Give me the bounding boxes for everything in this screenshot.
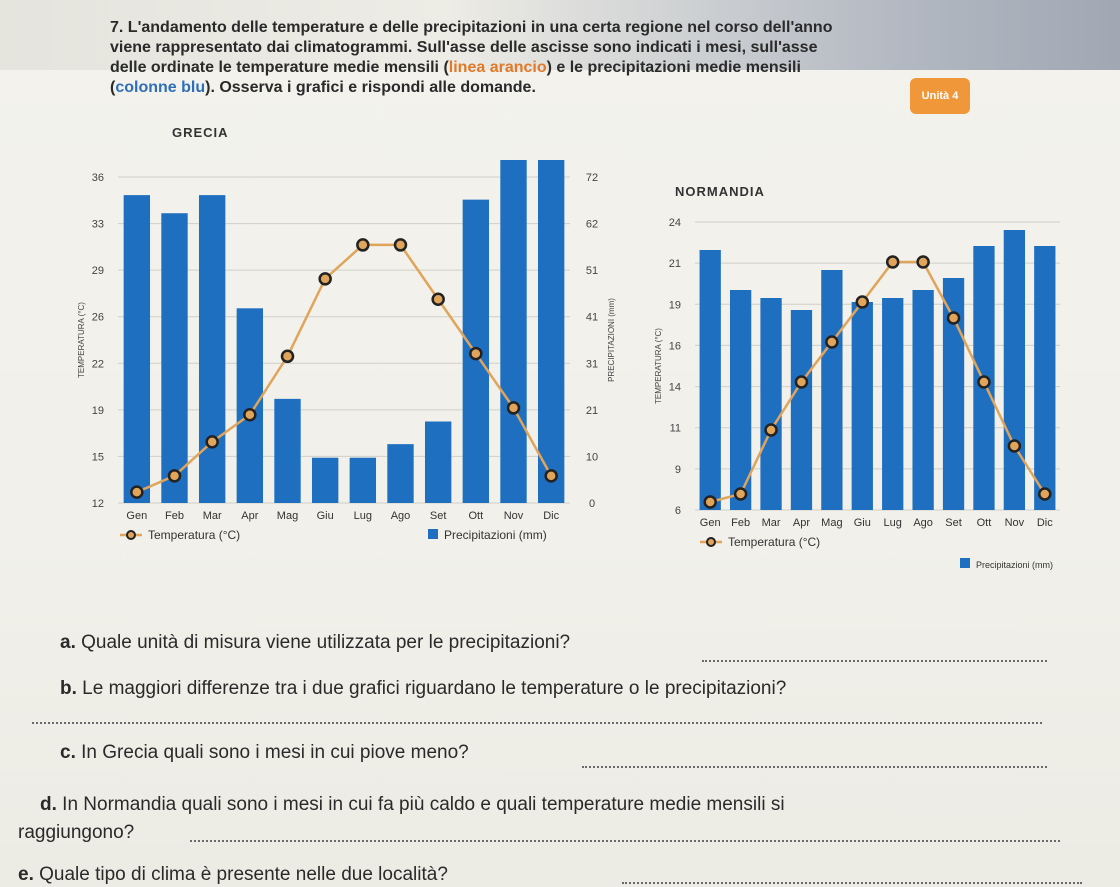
grecia-legend-bar-swatch — [428, 529, 438, 539]
normandia-x-tick-label: Apr — [792, 517, 811, 529]
grecia-bar — [237, 308, 263, 503]
normandia-temperature-point — [705, 497, 716, 508]
normandia-y-tick-label: 16 — [668, 340, 681, 353]
normandia-bar — [1034, 246, 1055, 510]
normandia-temperature-point — [735, 489, 746, 500]
grecia-x-tick-label: Apr — [241, 510, 259, 522]
normandia-temperature-point — [796, 377, 807, 388]
normandia-y-tick-label: 6 — [674, 505, 681, 517]
grecia-x-tick-label: Feb — [165, 510, 184, 522]
grecia-bar — [312, 458, 338, 503]
question-d-letter: d. — [40, 794, 57, 815]
normandia-y-tick-label: 24 — [668, 217, 681, 229]
question-d-continued: raggiungono? — [18, 822, 135, 843]
grecia-y-tick-label: 29 — [91, 265, 104, 278]
intro-text-4: ) e le precipitazioni medie mensili — [546, 59, 801, 76]
grecia-bar — [124, 195, 150, 503]
normandia-temperature-point — [1039, 489, 1050, 500]
question-a-text: Quale unità di misura viene utilizzata per le precipitazioni? — [81, 632, 571, 653]
grecia-x-tick-label: Ott — [468, 510, 484, 522]
intro-line-3 — [110, 58, 990, 78]
normandia-bar — [760, 298, 781, 510]
normandia-x-tick-label: Giu — [853, 517, 871, 529]
normandia-y-axis-label: TEMPERATURA (°C) — [654, 328, 663, 404]
intro-blue-text: colonne blu — [115, 79, 206, 96]
normandia-temperature-point — [857, 297, 868, 308]
grecia-temperature-point — [320, 273, 331, 284]
grecia-legend-line-label: Temperatura (°C) — [148, 528, 241, 542]
normandia-temperature-point — [887, 257, 898, 268]
grecia-x-tick-label: Gen — [126, 510, 148, 522]
grecia-y-axis-label: TEMPERATURA (°C) — [77, 302, 86, 378]
grecia-bar — [500, 160, 526, 503]
grecia-y-tick-label: 26 — [91, 311, 104, 324]
grecia-y2-tick-label: 10 — [585, 451, 599, 464]
grecia-temperature-point — [508, 402, 519, 413]
grecia-temperature-point — [207, 436, 218, 447]
exercise-intro — [110, 18, 990, 98]
grecia-temperature-point — [357, 239, 368, 250]
normandia-y-tick-label: 9 — [674, 463, 681, 476]
grecia-y-tick-label: 33 — [91, 218, 104, 231]
question-e-text: Quale tipo di clima è presente nelle due località? — [39, 864, 448, 885]
grecia-legend-line-marker — [127, 531, 135, 539]
question-c-text: In Grecia quali sono i mesi in cui piove meno? — [81, 742, 469, 763]
grecia-temperature-point — [395, 239, 406, 250]
normandia-legend-line-marker — [707, 538, 715, 546]
answer-line-e[interactable] — [622, 882, 1082, 884]
chart-normandia — [640, 205, 1100, 590]
normandia-x-tick-label: Dic — [1036, 517, 1053, 529]
normandia-x-tick-label: Ago — [913, 517, 933, 529]
chart-title-grecia: GRECIA — [172, 125, 229, 140]
grecia-x-tick-label: Nov — [503, 510, 524, 522]
normandia-x-tick-label: Lug — [883, 517, 902, 529]
grecia-y-tick-label: 19 — [91, 404, 104, 417]
normandia-x-tick-label: Nov — [1004, 517, 1025, 529]
normandia-temperature-point — [978, 377, 989, 388]
normandia-bar — [791, 310, 812, 510]
grecia-temperature-point — [244, 409, 255, 420]
intro-orange-text: linea arancio — [448, 59, 547, 76]
normandia-temperature-point — [918, 257, 929, 268]
grecia-y2-tick-label: 41 — [585, 311, 599, 324]
grecia-bar — [199, 195, 225, 503]
grecia-bar — [274, 399, 300, 503]
grecia-legend-bar-label: Precipitazioni (mm) — [444, 528, 547, 542]
grecia-y-tick-label: 22 — [91, 358, 104, 371]
grecia-y-tick-label: 12 — [91, 498, 104, 510]
intro-text-6: ). Osserva i grafici e rispondi alle domande. — [205, 79, 536, 96]
chart-grecia — [60, 160, 620, 560]
grecia-y-tick-label: 15 — [91, 451, 104, 464]
grecia-y2-tick-label: 31 — [585, 358, 599, 371]
grecia-y2-tick-label: 72 — [585, 172, 599, 184]
intro-text-1: L'andamento delle temperature e delle precipitazioni in una certa regione nel corso dell'anno — [127, 19, 833, 36]
question-d-text: In Normandia quali sono i mesi in cui fa più caldo e quali temperature medie mensili si — [62, 794, 785, 815]
grecia-temperature-point — [131, 487, 142, 498]
normandia-x-tick-label: Ott — [976, 517, 992, 529]
grecia-temperature-point — [546, 470, 557, 481]
intro-text-3: delle ordinate le temperature medie mensili ( — [110, 59, 449, 76]
normandia-y-tick-label: 11 — [669, 422, 681, 435]
grecia-x-tick-label: Dic — [543, 510, 560, 522]
normandia-temperature-point — [826, 337, 837, 348]
normandia-temperature-point — [948, 313, 959, 324]
grecia-temperature-point — [282, 351, 293, 362]
answer-line-a[interactable] — [702, 660, 1047, 662]
grecia-bar — [387, 444, 413, 503]
question-c — [60, 742, 469, 764]
grecia-x-tick-label: Ago — [390, 510, 411, 522]
normandia-x-tick-label: Mar — [761, 517, 781, 529]
question-e — [18, 864, 448, 886]
normandia-x-tick-label: Mag — [821, 517, 843, 529]
grecia-x-tick-label: Mag — [276, 510, 299, 522]
question-d — [40, 794, 785, 816]
intro-text-5: ( — [110, 79, 116, 96]
question-b — [60, 678, 786, 700]
grecia-x-tick-label: Giu — [316, 510, 334, 522]
question-e-letter: e. — [18, 864, 34, 885]
normandia-bar — [700, 250, 721, 510]
answer-line-b[interactable] — [32, 722, 1042, 724]
chart-title-normandia: NORMANDIA — [675, 184, 765, 199]
normandia-legend-line-label: Temperatura (°C) — [728, 535, 821, 549]
normandia-temperature-point — [1009, 441, 1020, 452]
grecia-temperature-point — [470, 348, 481, 359]
grecia-x-tick-label: Mar — [202, 510, 222, 522]
grecia-y2-tick-label: 21 — [585, 404, 599, 417]
question-c-letter: c. — [60, 742, 76, 763]
normandia-x-tick-label: Feb — [731, 517, 751, 529]
normandia-temperature-point — [766, 425, 777, 436]
normandia-legend-bar-label: Precipitazioni (mm) — [976, 560, 1054, 570]
normandia-bar — [1004, 230, 1025, 510]
normandia-bar — [852, 302, 873, 510]
normandia-x-tick-label: Set — [945, 517, 962, 529]
grecia-bar — [538, 160, 564, 503]
answer-line-c[interactable] — [582, 766, 1047, 768]
normandia-y-tick-label: 19 — [668, 299, 681, 312]
answer-line-d[interactable] — [190, 840, 1060, 842]
normandia-y-tick-label: 21 — [668, 258, 681, 271]
question-b-letter: b. — [60, 678, 77, 699]
grecia-y2-tick-label: 62 — [585, 218, 599, 231]
question-a — [60, 632, 570, 654]
normandia-x-tick-label: Gen — [699, 517, 721, 529]
normandia-bar — [912, 290, 933, 510]
intro-line-2: viene rappresentato dai climatogrammi. Sull'asse delle ascisse sono indicati i mesi, sull'asse — [110, 39, 818, 56]
question-a-letter: a. — [60, 632, 76, 653]
grecia-x-tick-label: Lug — [353, 510, 373, 522]
grecia-temperature-point — [169, 470, 180, 481]
normandia-y-tick-label: 14 — [668, 381, 681, 394]
grecia-bar — [161, 213, 187, 503]
grecia-y-tick-label: 36 — [91, 172, 104, 184]
intro-line-1 — [110, 18, 990, 38]
grecia-x-tick-label: Set — [429, 510, 447, 522]
grecia-bar — [350, 458, 376, 503]
grecia-y2-axis-label: PRECIPITAZIONI (mm) — [607, 298, 616, 382]
exercise-number: 7. — [110, 19, 124, 36]
normandia-legend-bar-swatch — [960, 558, 970, 568]
grecia-bar — [425, 422, 451, 504]
normandia-bar — [821, 270, 842, 510]
grecia-y2-tick-label: 0 — [588, 498, 596, 510]
question-b-text: Le maggiori differenze tra i due grafici riguardano le temperature o le precipitazioni? — [82, 678, 787, 699]
unit-tab: Unità 4 — [910, 78, 970, 114]
intro-line-4 — [110, 78, 990, 98]
grecia-temperature-point — [433, 294, 444, 305]
normandia-bar — [882, 298, 903, 510]
grecia-y2-tick-label: 51 — [585, 265, 599, 278]
